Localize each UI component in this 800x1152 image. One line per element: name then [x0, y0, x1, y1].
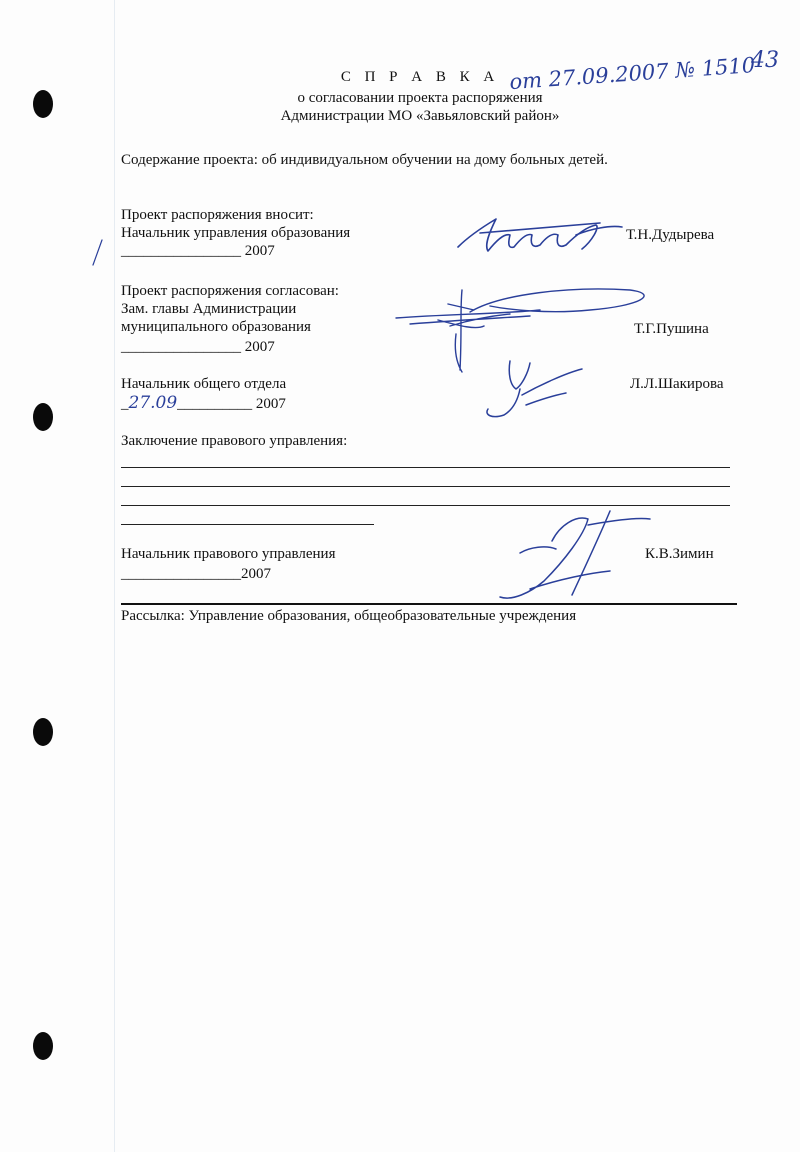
legal-position: Начальник правового управления	[121, 546, 336, 562]
approver1-position-line2: муниципального образования	[121, 319, 311, 335]
approver2-name: Л.Л.Шакирова	[630, 376, 724, 392]
legal-blank-line-1	[121, 467, 730, 468]
distribution-text: Рассылка: Управление образования, общеобразовательные учреждения	[121, 608, 577, 624]
signature-shakirova	[470, 355, 590, 425]
binder-hole-4	[33, 1032, 53, 1060]
distribution-rule	[121, 603, 737, 605]
approver2-date-line	[121, 394, 286, 413]
submitter-date-line: ________________ 2007	[121, 243, 275, 259]
legal-blank-line-2	[121, 486, 730, 487]
project-summary: Содержание проекта: об индивидуальном обучении на дому больных детей.	[121, 152, 608, 168]
submitter-position: Начальник управления образования	[121, 225, 351, 241]
approver2-date-prefix: _	[121, 396, 129, 412]
handwritten-registration	[505, 45, 800, 95]
document-subtitle-line2: Администрации МО «Завьяловский район»	[280, 108, 560, 124]
signature-dudyreva	[450, 205, 630, 265]
approver1-date-line: ________________ 2007	[121, 339, 275, 355]
registration-number-text: от 27.09.2007 № 1510	[508, 53, 756, 95]
submitter-heading: Проект распоряжения вносит:	[121, 207, 314, 223]
legal-heading: Заключение правового управления:	[121, 433, 348, 449]
document-subtitle-line1: о согласовании проекта распоряжения	[297, 90, 543, 106]
legal-date-line: ________________2007	[121, 566, 271, 582]
binder-hole-1	[33, 90, 53, 118]
margin-tick-mark	[90, 238, 106, 268]
approver2-date-handwritten: 27.09	[128, 393, 178, 413]
approvals-heading: Проект распоряжения согласован:	[121, 283, 339, 299]
legal-name: К.В.Зимин	[645, 546, 714, 562]
approver1-name: Т.Г.Пушина	[634, 321, 709, 337]
binder-hole-2	[33, 403, 53, 431]
document-title: С П Р А В К А	[340, 69, 500, 85]
approver1-position-line1: Зам. главы Администрации	[121, 301, 297, 317]
approver2-position: Начальник общего отдела	[121, 376, 287, 392]
margin-line	[114, 0, 115, 1152]
approver2-date-suffix: __________ 2007	[177, 396, 286, 412]
submitter-name: Т.Н.Дудырева	[626, 227, 715, 243]
binder-hole-3	[33, 718, 53, 746]
signature-zimin	[460, 505, 660, 605]
legal-blank-line-4	[121, 524, 374, 525]
corner-page-number: 43	[751, 48, 779, 73]
